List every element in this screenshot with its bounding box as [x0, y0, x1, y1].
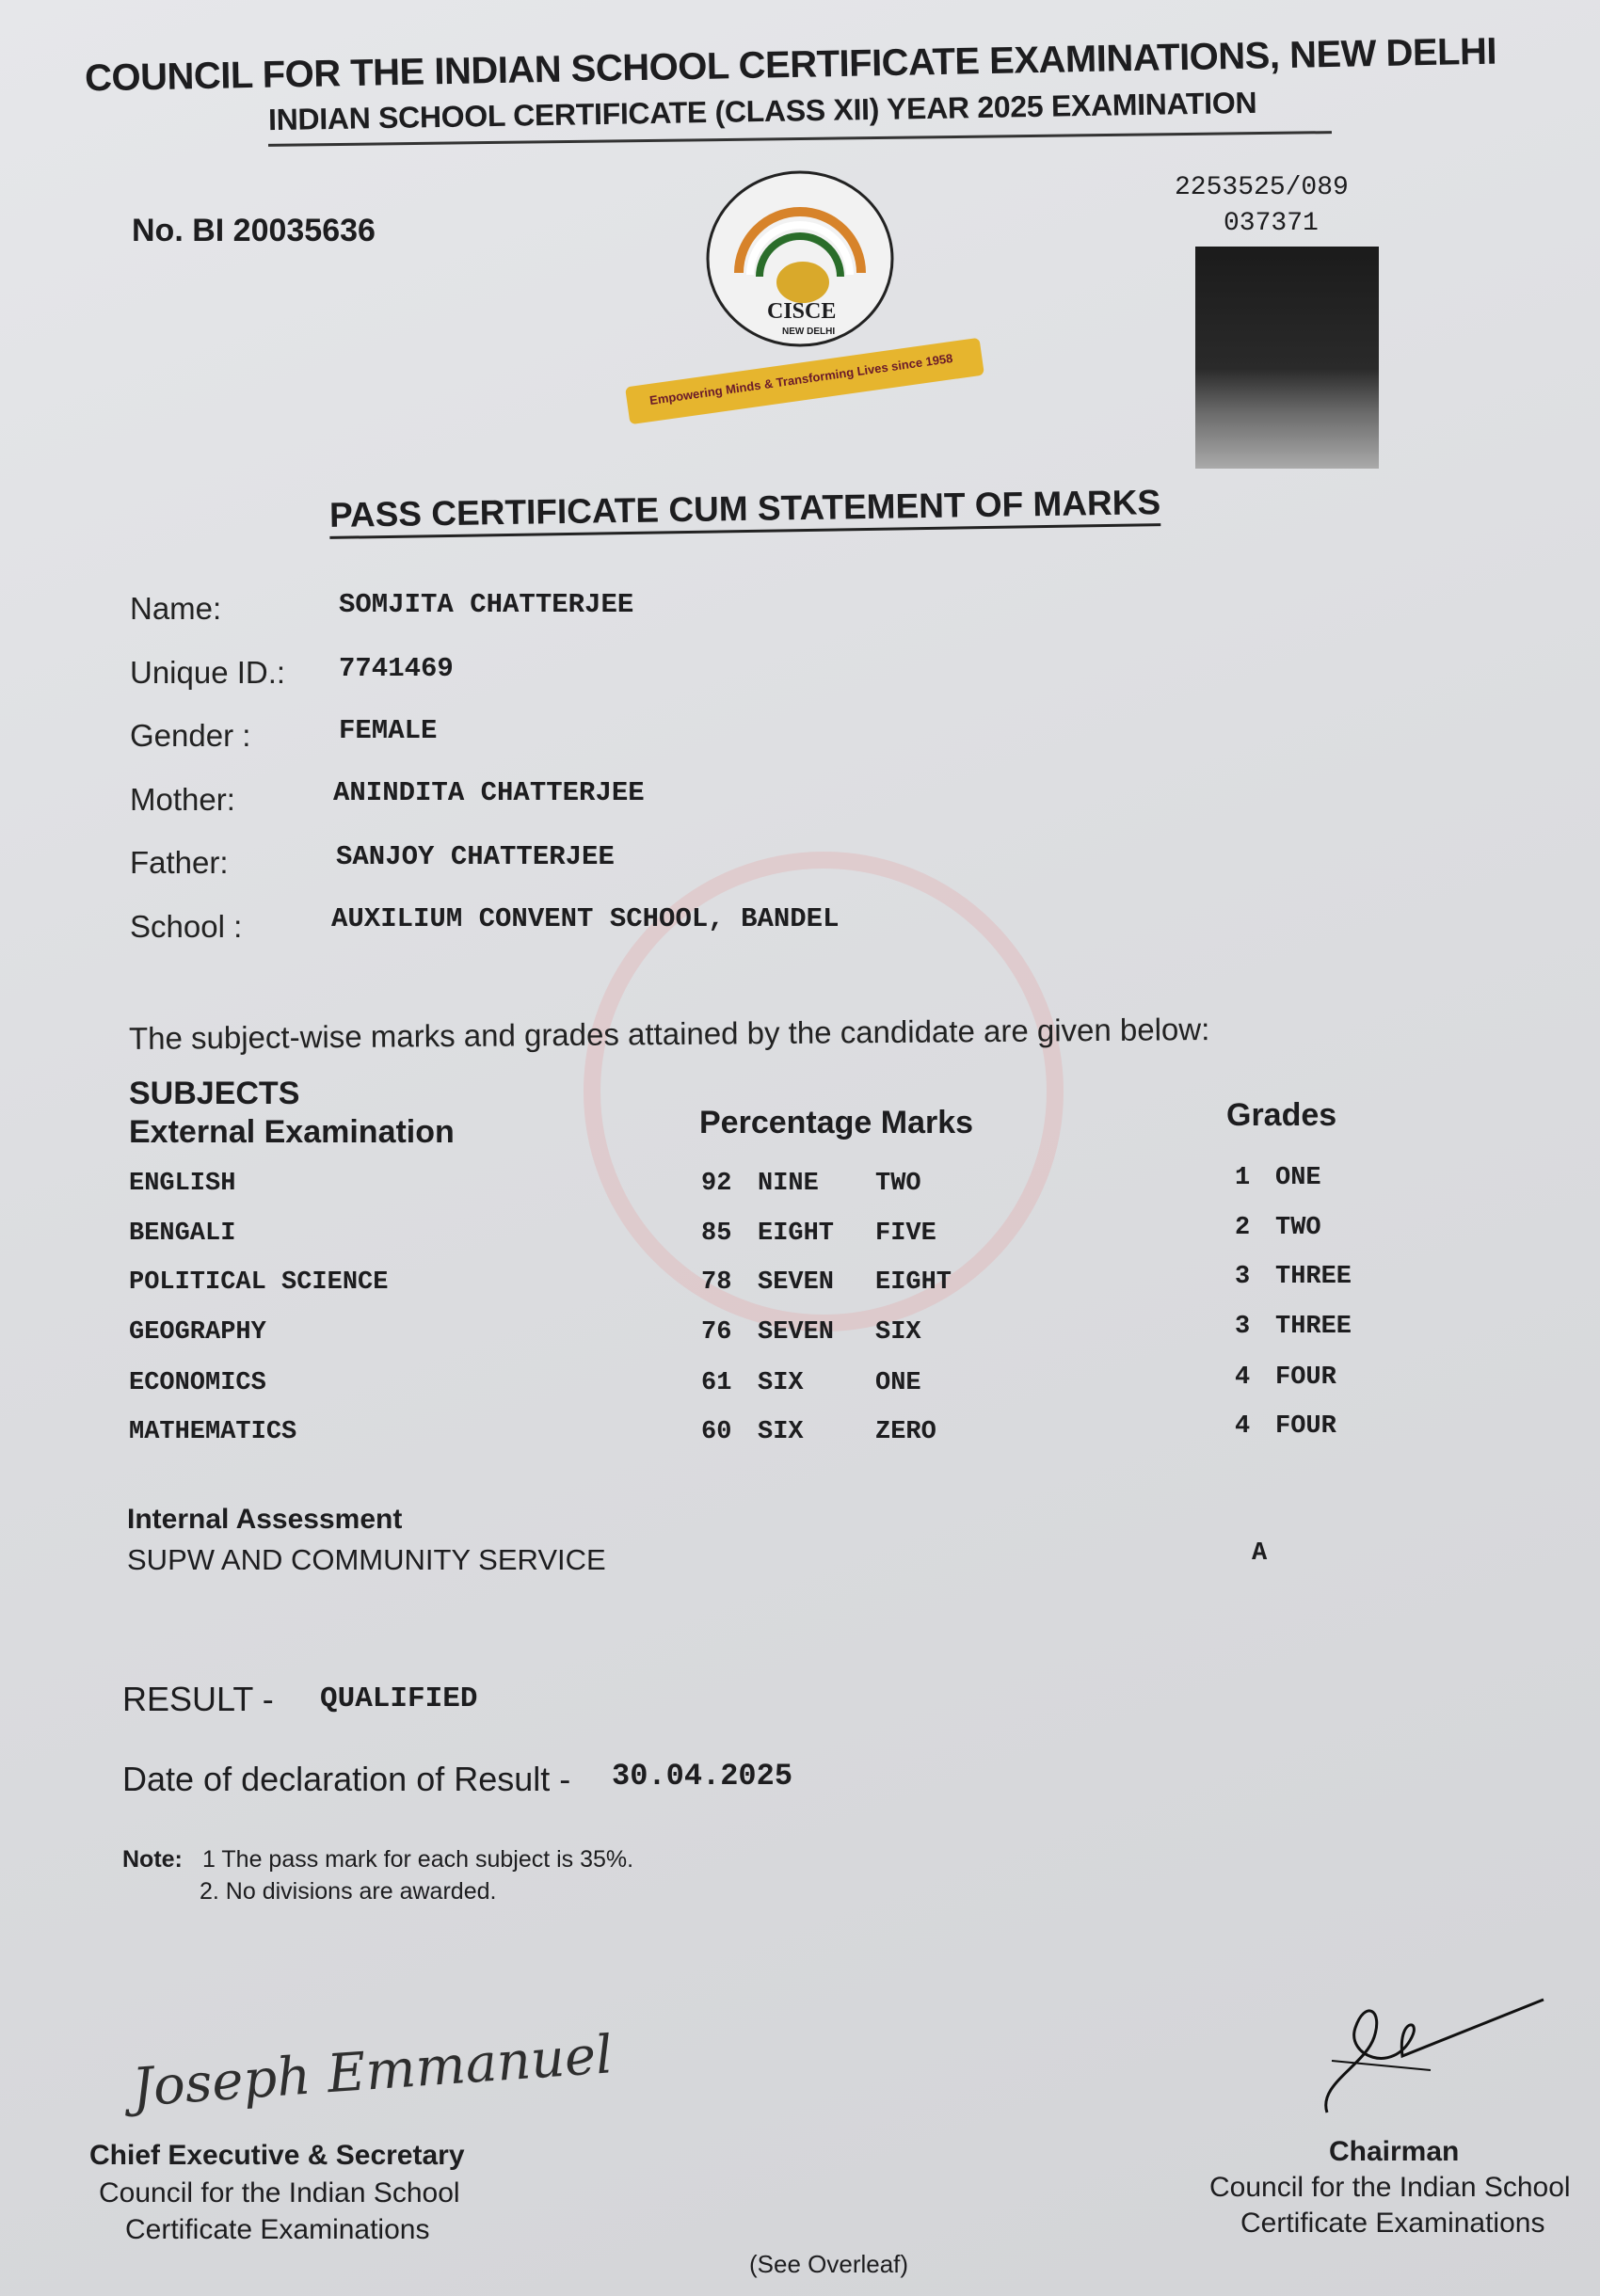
marks-word-1: SEVEN	[758, 1268, 835, 1297]
marks-number: 76	[701, 1318, 732, 1347]
cisce-logo	[701, 169, 899, 358]
marks-word-2: ONE	[875, 1369, 921, 1397]
internal-grade: A	[1252, 1539, 1268, 1568]
school-label: School :	[130, 909, 243, 944]
marks-word-2: TWO	[875, 1170, 921, 1198]
subject-name: GEOGRAPHY	[129, 1318, 266, 1347]
mother-label: Mother:	[130, 782, 235, 817]
marks-number: 60	[701, 1418, 732, 1446]
logo-ribbon: Empowering Minds & Transforming Lives since 1958	[625, 338, 984, 424]
marks-number: 78	[701, 1268, 732, 1297]
left-signatory-title: Chief Executive & Secretary	[89, 2140, 465, 2171]
marks-word-1: NINE	[758, 1170, 819, 1198]
marks-word-1: SIX	[758, 1369, 804, 1397]
date-value: 30.04.2025	[612, 1759, 793, 1794]
gender-value: FEMALE	[339, 715, 438, 746]
right-signatory-line2: Certificate Examinations	[1240, 2208, 1545, 2239]
uid-value: 7741469	[339, 653, 454, 684]
date-label: Date of declaration of Result -	[122, 1760, 571, 1798]
marks-word-1: EIGHT	[758, 1220, 835, 1248]
subject-name: BENGALI	[129, 1220, 236, 1248]
result-value: QUALIFIED	[320, 1682, 478, 1715]
grade-number: 4	[1235, 1412, 1251, 1441]
marks-word-2: SIX	[875, 1318, 921, 1347]
marks-heading: Percentage Marks	[699, 1105, 974, 1140]
uid-label: Unique ID.:	[130, 655, 286, 690]
grade-word: THREE	[1275, 1263, 1352, 1291]
internal-heading: Internal Assessment	[127, 1504, 403, 1535]
grade-number: 2	[1235, 1214, 1251, 1242]
grade-word: ONE	[1275, 1164, 1321, 1192]
right-signatory-title: Chairman	[1329, 2136, 1460, 2167]
subject-name: MATHEMATICS	[129, 1418, 297, 1446]
index-number: 2253525/089	[1175, 173, 1349, 202]
note-label: Note:	[122, 1846, 183, 1873]
subject-name: POLITICAL SCIENCE	[129, 1268, 389, 1297]
right-signatory-line1: Council for the Indian School	[1209, 2172, 1571, 2203]
marks-word-2: FIVE	[875, 1220, 936, 1248]
left-signatory-line2: Certificate Examinations	[125, 2214, 430, 2245]
subject-name: ENGLISH	[129, 1170, 236, 1198]
marks-number: 85	[701, 1220, 732, 1248]
marks-number: 92	[701, 1170, 732, 1198]
grade-word: THREE	[1275, 1313, 1352, 1341]
subjects-heading: SUBJECTS	[129, 1076, 300, 1111]
marks-word-1: SIX	[758, 1418, 804, 1446]
external-heading: External Examination	[129, 1114, 455, 1150]
note-1: 1 The pass mark for each subject is 35%.	[202, 1846, 634, 1873]
serial-number: 037371	[1224, 209, 1319, 238]
marks-word-2: ZERO	[875, 1418, 936, 1446]
gender-label: Gender :	[130, 718, 251, 753]
grades-heading: Grades	[1226, 1097, 1337, 1133]
subject-name: ECONOMICS	[129, 1369, 266, 1397]
exam-title: INDIAN SCHOOL CERTIFICATE (CLASS XII) YEAR 2025 EXAMINATION	[267, 85, 1257, 137]
logo-text: CISCE	[767, 299, 837, 324]
grade-number: 4	[1235, 1363, 1251, 1392]
left-signature: Joseph Emmanuel	[130, 2024, 616, 2119]
name-value: SOMJITA CHATTERJEE	[339, 589, 634, 620]
certificate-heading: PASS CERTIFICATE CUM STATEMENT OF MARKS	[329, 483, 1161, 538]
marks-intro: The subject-wise marks and grades attained by the candidate are given below:	[128, 1011, 1210, 1057]
result-label: RESULT -	[122, 1680, 274, 1718]
marks-number: 61	[701, 1369, 732, 1397]
father-label: Father:	[130, 845, 229, 880]
marks-word-1: SEVEN	[758, 1318, 835, 1347]
left-signatory-line1: Council for the Indian School	[99, 2177, 460, 2208]
internal-subject: SUPW AND COMMUNITY SERVICE	[127, 1543, 606, 1576]
name-label: Name:	[130, 591, 222, 626]
council-title: COUNCIL FOR THE INDIAN SCHOOL CERTIFICATE EXAMINATIONS, NEW DELHI	[84, 30, 1497, 100]
grade-number: 3	[1235, 1313, 1251, 1341]
chairman-signature-icon	[1308, 1981, 1553, 2131]
grade-word: TWO	[1275, 1214, 1321, 1242]
certificate-number: No. BI 20035636	[132, 213, 376, 248]
grade-number: 3	[1235, 1263, 1251, 1291]
logo-subtext: NEW DELHI	[782, 327, 836, 337]
see-overleaf: (See Overleaf)	[749, 2250, 909, 2278]
father-value: SANJOY CHATTERJEE	[336, 841, 615, 872]
grade-number: 1	[1235, 1164, 1251, 1192]
grade-word: FOUR	[1275, 1363, 1336, 1392]
note-2: 2. No divisions are awarded.	[200, 1878, 497, 1905]
mother-value: ANINDITA CHATTERJEE	[333, 777, 645, 808]
candidate-photo	[1195, 247, 1379, 469]
grade-word: FOUR	[1275, 1412, 1336, 1441]
school-value: AUXILIUM CONVENT SCHOOL, BANDEL	[331, 903, 840, 934]
marks-word-2: EIGHT	[875, 1268, 952, 1297]
